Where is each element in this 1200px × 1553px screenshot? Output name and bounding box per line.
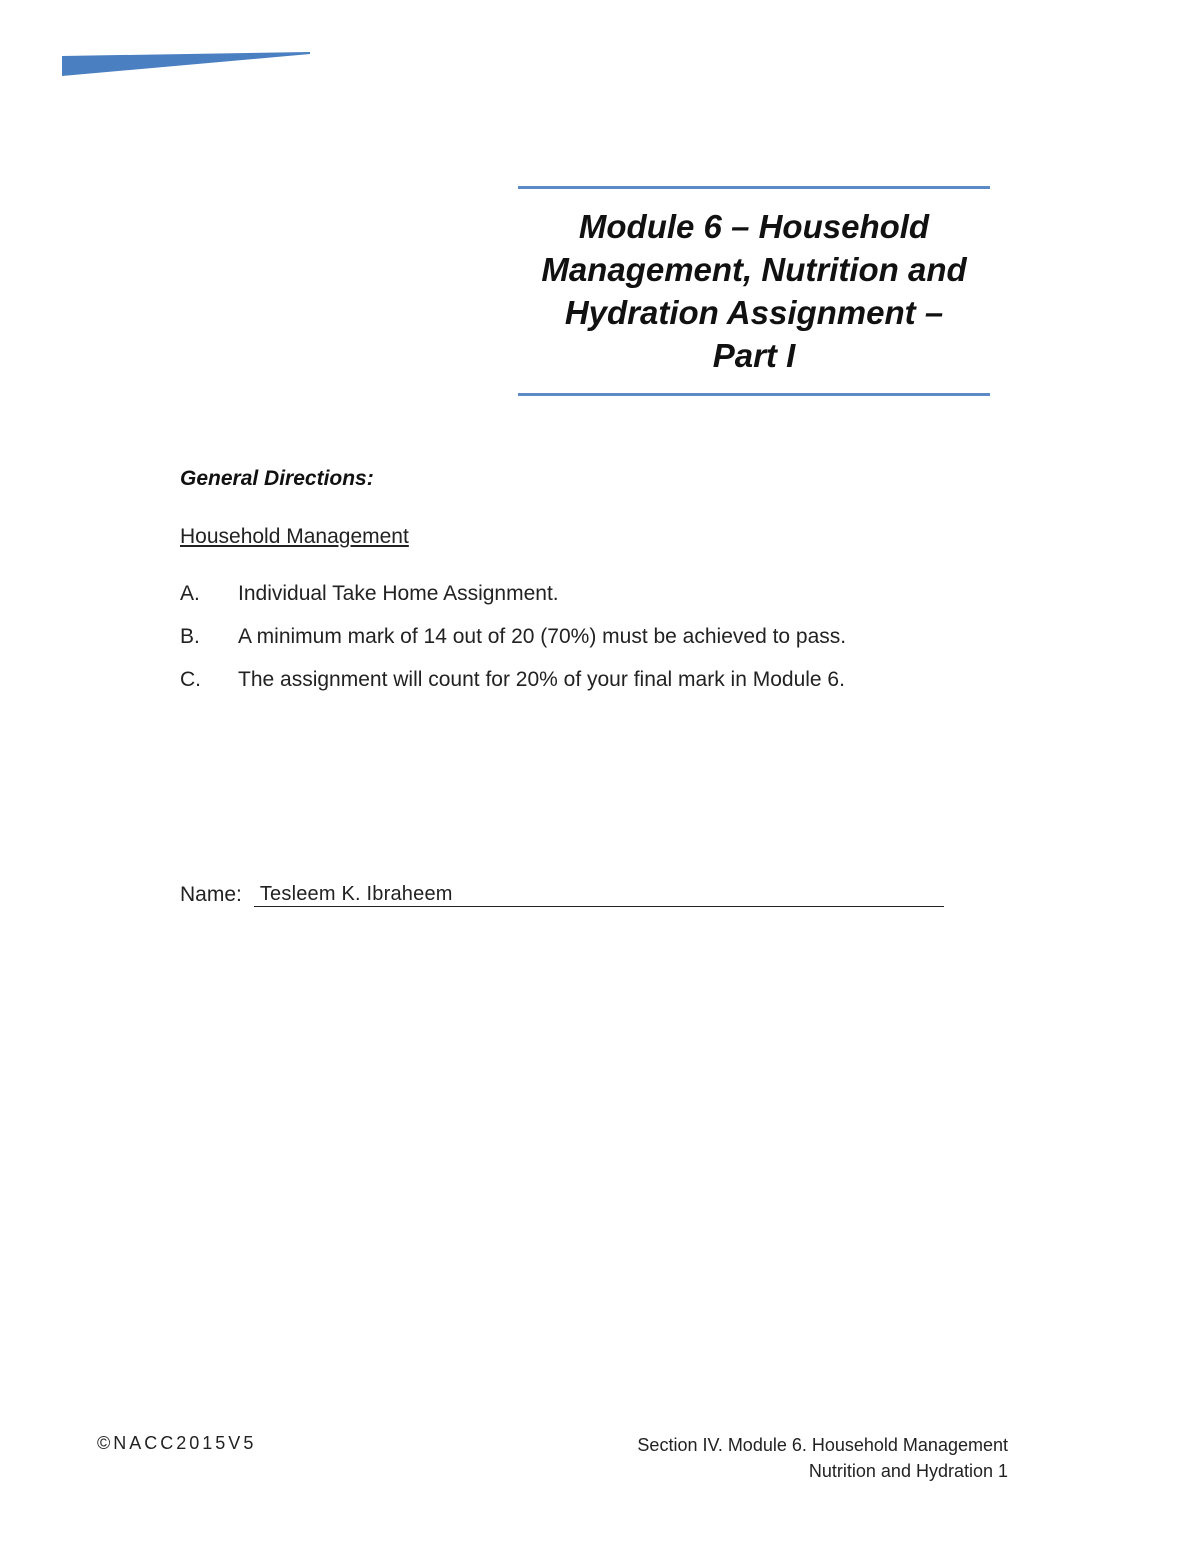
header-banner [62, 52, 312, 78]
name-label: Name: [180, 883, 242, 906]
title-box [518, 186, 990, 396]
item-letter: C. [180, 668, 201, 691]
household-management-heading: Household Management [180, 525, 409, 548]
footer-section-line1: Section IV. Module 6. Household Management [637, 1435, 1008, 1455]
direction-item-a [180, 582, 559, 606]
name-row [180, 883, 944, 907]
item-letter: B. [180, 625, 200, 648]
item-letter: A. [180, 582, 200, 605]
item-text: A minimum mark of 14 out of 20 (70%) must be achieved to pass. [238, 625, 847, 648]
name-field[interactable]: Tesleem K. Ibraheem [254, 883, 944, 907]
item-text: Individual Take Home Assignment. [238, 582, 559, 605]
footer-section-line2: Nutrition and Hydration 1 [808, 1461, 1008, 1481]
document-title: Module 6 – Household Management, Nutrition and Hydration Assignment – Part I [541, 208, 967, 374]
footer-section [637, 1432, 1008, 1484]
footer-copyright: ©NACC2015V5 [97, 1433, 257, 1453]
item-text: The assignment will count for 20% of your final mark in Module 6. [238, 668, 845, 691]
direction-item-c [180, 668, 845, 692]
direction-item-b [180, 625, 846, 649]
general-directions-heading: General Directions: [180, 467, 374, 490]
